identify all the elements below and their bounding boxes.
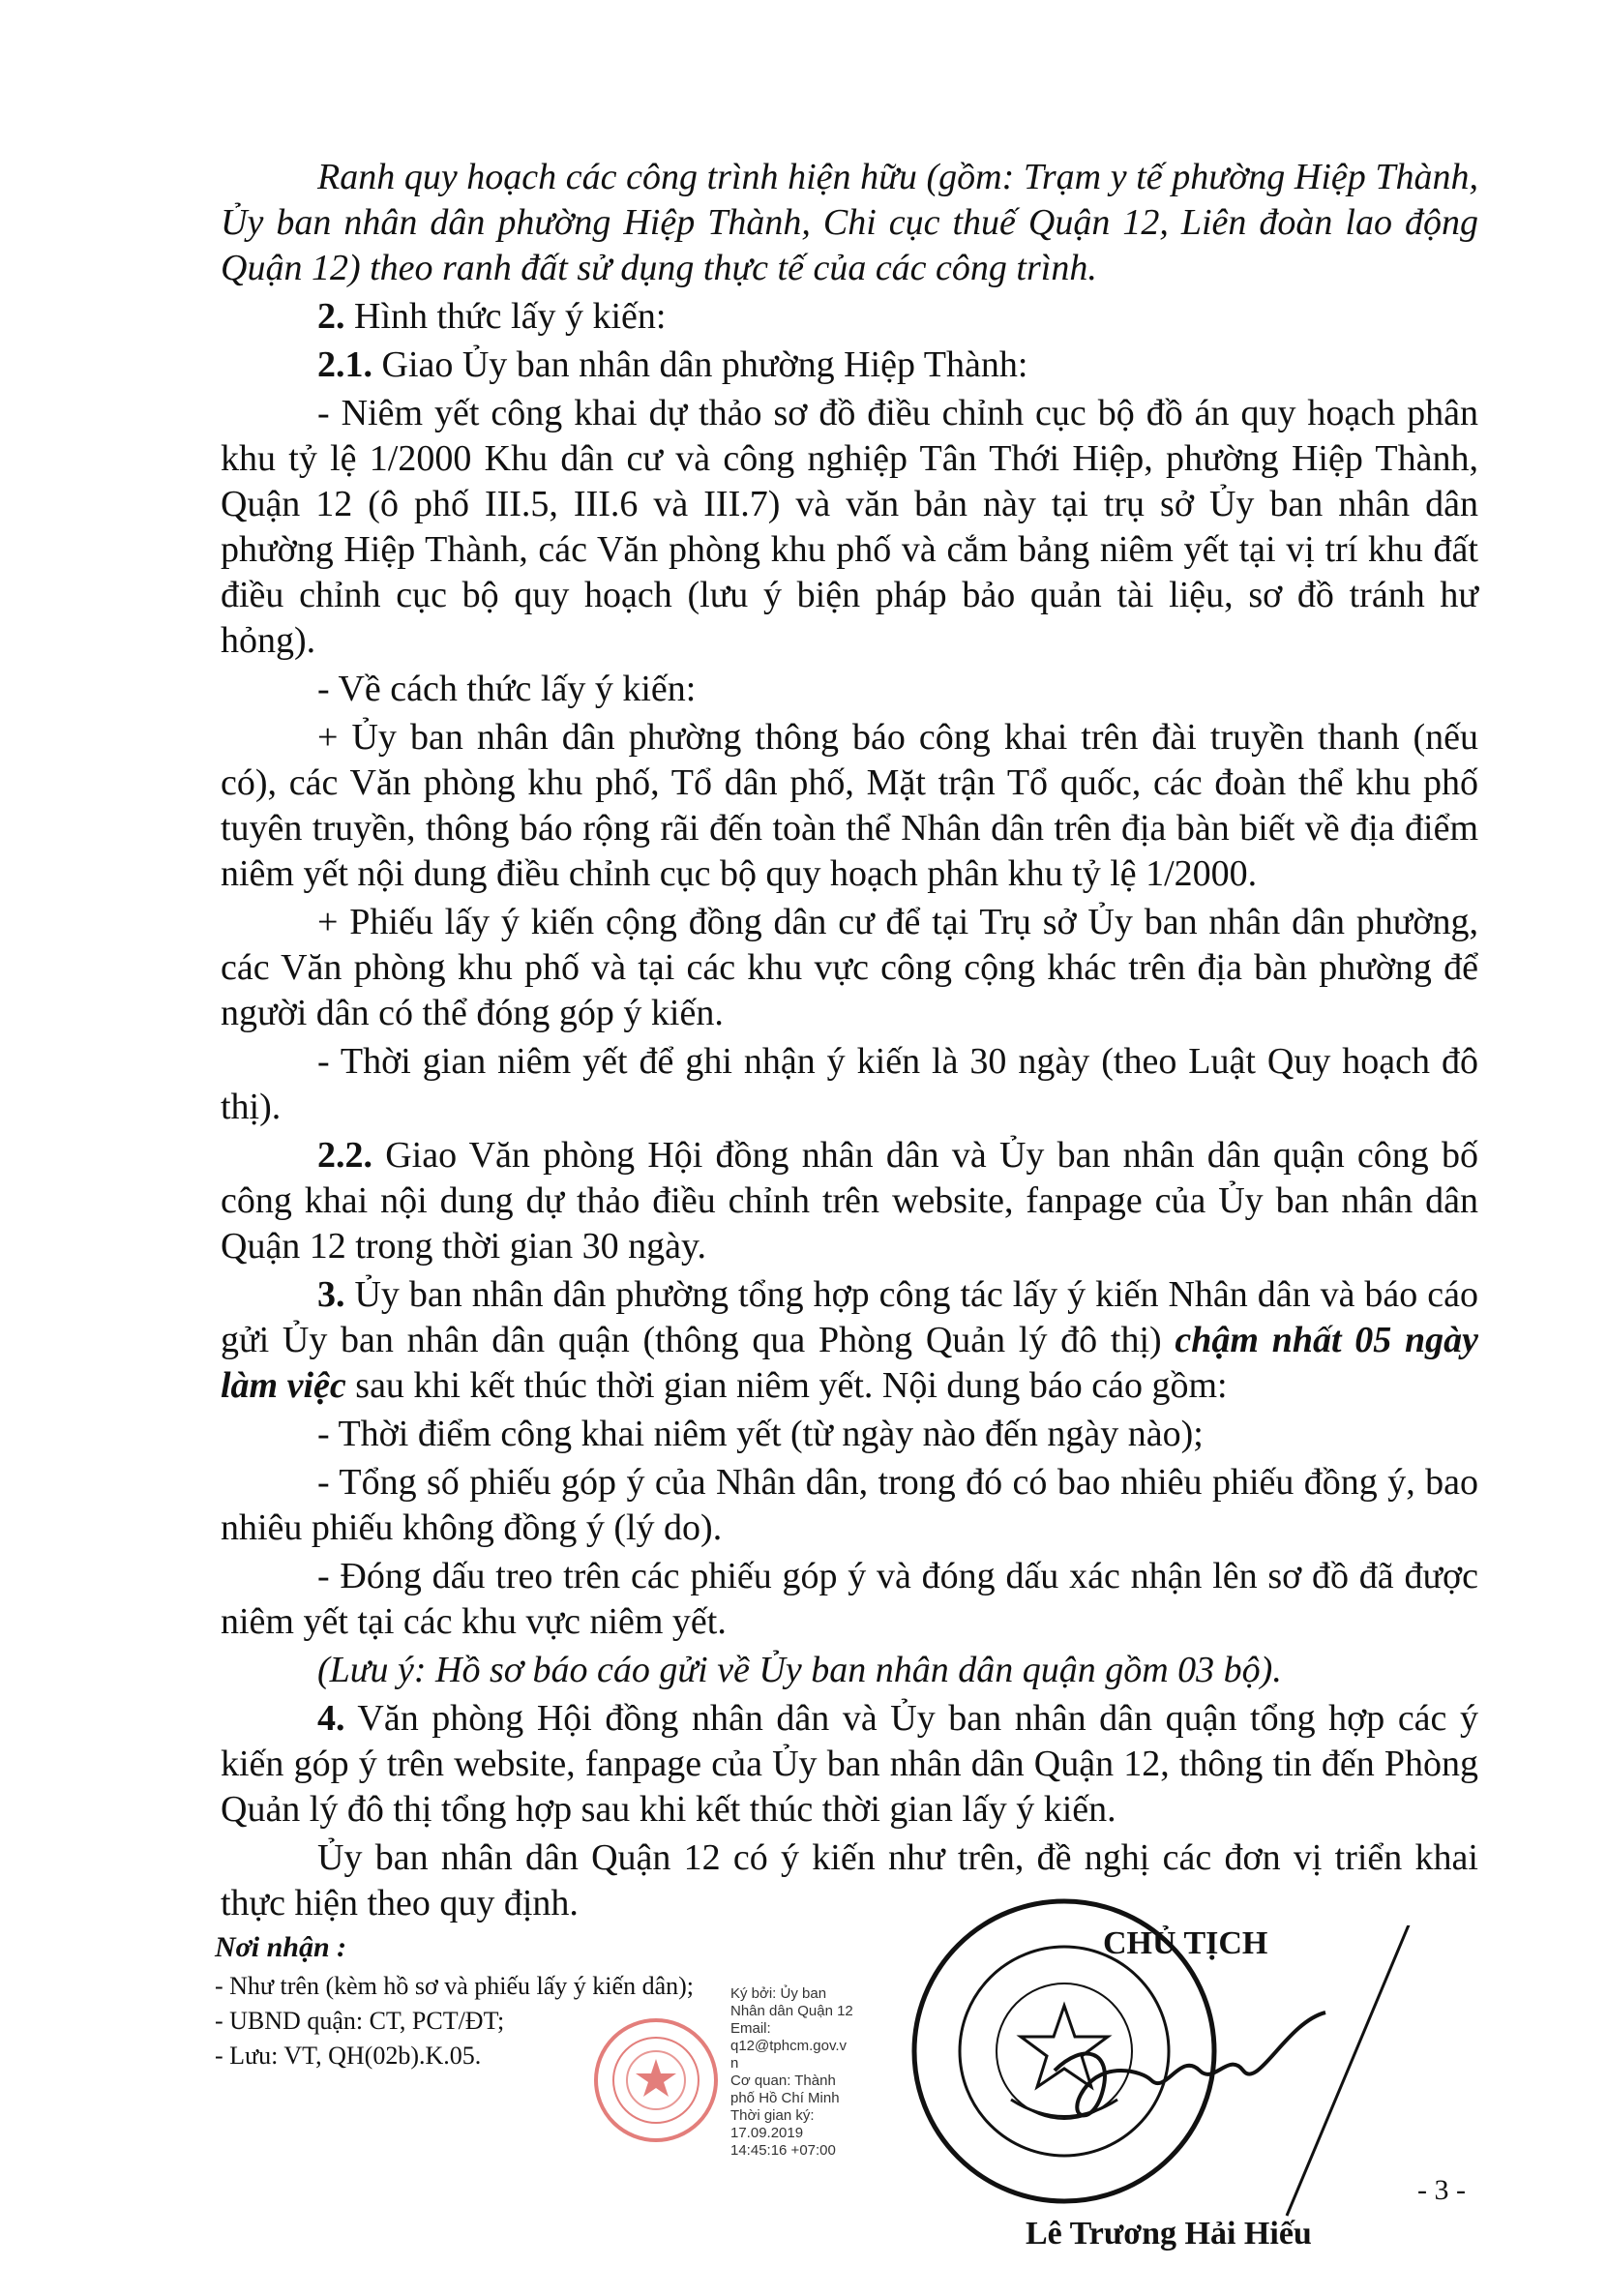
closing-paragraph: Ủy ban nhân dân Quận 12 có ý kiến như trên, đề nghị các đơn vị triển khai thực hiện theo quy định.	[221, 1837, 1478, 1923]
section-number: 4.	[317, 1698, 345, 1739]
document-body	[221, 155, 1478, 1929]
paragraph-thoi-diem: - Thời điểm công khai niêm yết (từ ngày nào đến ngày nào);	[317, 1414, 1204, 1454]
section-number: 3.	[317, 1274, 345, 1315]
paragraph-tong-so-phieu: - Tổng số phiếu góp ý của Nhân dân, trong đó có bao nhiêu phiếu đồng ý, bao nhiêu phiếu không đồng ý (lý do).	[221, 1462, 1478, 1548]
section-number: 2.2.	[317, 1135, 372, 1176]
signature-line: Thời gian ký:	[730, 2107, 815, 2124]
section-number: 2.	[317, 296, 345, 337]
paragraph-ranh-quy-hoach: Ranh quy hoạch các công trình hiện hữu (gồm: Trạm y tế phường Hiệp Thành, Ủy ban nhân dân phường Hiệp Thành, Chi cục thuế Quận 12, Liên đoàn lao động Quận 12) theo ranh đất sử dụng thực tế của các công trình.	[221, 157, 1478, 288]
section-text: sau khi kết thúc thời gian niêm yết. Nội dung báo cáo gồm:	[345, 1365, 1228, 1406]
paragraph-cach-thuc: - Về cách thức lấy ý kiến:	[317, 669, 697, 709]
page-number: - 3 -	[1417, 2174, 1466, 2206]
signature-line: Nhân dân Quận 12	[730, 2003, 853, 2019]
emblem-seal-icon	[588, 2013, 724, 2148]
section-text: Giao Ủy ban nhân dân phường Hiệp Thành:	[372, 344, 1028, 385]
signature-line: Email:	[730, 2020, 771, 2037]
deadline-emphasis: chậm nhất 05 ngày làm việc	[221, 1320, 1478, 1406]
signer-name: Lê Trương Hải Hiếu	[1026, 2216, 1312, 2251]
section-number: 2.1.	[317, 344, 372, 385]
section-text: Ủy ban nhân dân phường tổng hợp công tác lấy ý kiến Nhân dân và báo cáo gửi Ủy ban nhân dân quận (thông qua Phòng Quản lý đô thị)	[221, 1274, 1478, 1360]
signer-title: CHỦ TỊCH	[1103, 1925, 1268, 1961]
section-text: Hình thức lấy ý kiến:	[344, 296, 667, 337]
receivers-title: Nơi nhận :	[215, 1931, 347, 1963]
paragraph-phieu-lay-y-kien: + Phiếu lấy ý kiến cộng đồng dân cư để tại Trụ sở Ủy ban nhân dân phường, các Văn phòng khu phố và tại các khu vực công cộng khác trên địa bàn phường để người dân có thể đóng góp ý kiến.	[221, 902, 1478, 1033]
paragraph-niem-yet: - Niêm yết công khai dự thảo sơ đồ điều chỉnh cục bộ đồ án quy hoạch phân khu tỷ lệ 1/2000 Khu dân cư và công nghiệp Tân Thới Hiệp, phường Hiệp Thành, Quận 12 (ô phố III.5, III.6 và III.7) và văn bản này tại trụ sở Ủy ban nhân dân phường Hiệp Thành, các Văn phòng khu phố và cắm bảng niêm yết tại vị trí khu đất điều chỉnh cục bộ quy hoạch (lưu ý biện pháp bảo quản tài liệu, sơ đồ tránh hư hỏng).	[221, 393, 1478, 661]
signature-line: Cơ quan: Thành	[730, 2072, 836, 2089]
paragraph-luu-y: (Lưu ý: Hồ sơ báo cáo gửi về Ủy ban nhân dân quận gồm 03 bộ).	[317, 1650, 1282, 1690]
section-2-heading	[221, 294, 1478, 340]
receiver-item: - Như trên (kèm hồ sơ và phiếu lấy ý kiến dân);	[215, 1972, 694, 2000]
receiver-item: - Lưu: VT, QH(02b).K.05.	[215, 2042, 482, 2070]
section-2-1-heading	[221, 343, 1478, 388]
digital-signature-info	[730, 1985, 924, 2160]
handwritten-signature	[997, 1925, 1480, 2245]
section-text: Văn phòng Hội đồng nhân dân và Ủy ban nhân dân quận tổng hợp các ý kiến góp ý trên website, fanpage của Ủy ban nhân dân Quận 12, thông tin đến Phòng Quản lý đô thị tổng hợp sau khi kết thúc thời gian lấy ý kiến.	[221, 1698, 1478, 1830]
section-text: Giao Văn phòng Hội đồng nhân dân và Ủy ban nhân dân quận công bố công khai nội dung dự thảo điều chỉnh trên website, fanpage của Ủy ban nhân dân Quận 12 trong thời gian 30 ngày.	[221, 1135, 1478, 1267]
paragraph-thoi-gian: - Thời gian niêm yết để ghi nhận ý kiến là 30 ngày (theo Luật Quy hoạch đô thị).	[221, 1041, 1478, 1127]
section-3	[221, 1272, 1478, 1409]
section-2-2	[221, 1133, 1478, 1269]
signature-line: 17.09.2019	[730, 2125, 804, 2141]
signature-line: q12@tphcm.gov.v	[730, 2038, 848, 2054]
signature-line: 14:45:16 +07:00	[730, 2142, 836, 2159]
signature-line: Ký bởi: Ủy ban	[730, 1985, 827, 2002]
signature-line: phố Hồ Chí Minh	[730, 2090, 840, 2106]
paragraph-dong-dau: - Đóng dấu treo trên các phiếu góp ý và đóng dấu xác nhận lên sơ đồ đã được niêm yết tại các khu vực niêm yết.	[221, 1556, 1478, 1642]
receiver-item: - UBND quận: CT, PCT/ĐT;	[215, 2007, 505, 2035]
section-4	[221, 1696, 1478, 1833]
signature-line: n	[730, 2055, 739, 2072]
paragraph-thong-bao: + Ủy ban nhân dân phường thông báo công khai trên đài truyền thanh (nếu có), các Văn phòng khu phố, Tổ dân phố, Mặt trận Tổ quốc, các đoàn thể khu phố tuyên truyền, thông báo rộng rãi đến toàn thể Nhân dân trên địa bàn biết về địa điểm niêm yết nội dung điều chỉnh cục bộ quy hoạch phân khu tỷ lệ 1/2000.	[221, 717, 1478, 894]
